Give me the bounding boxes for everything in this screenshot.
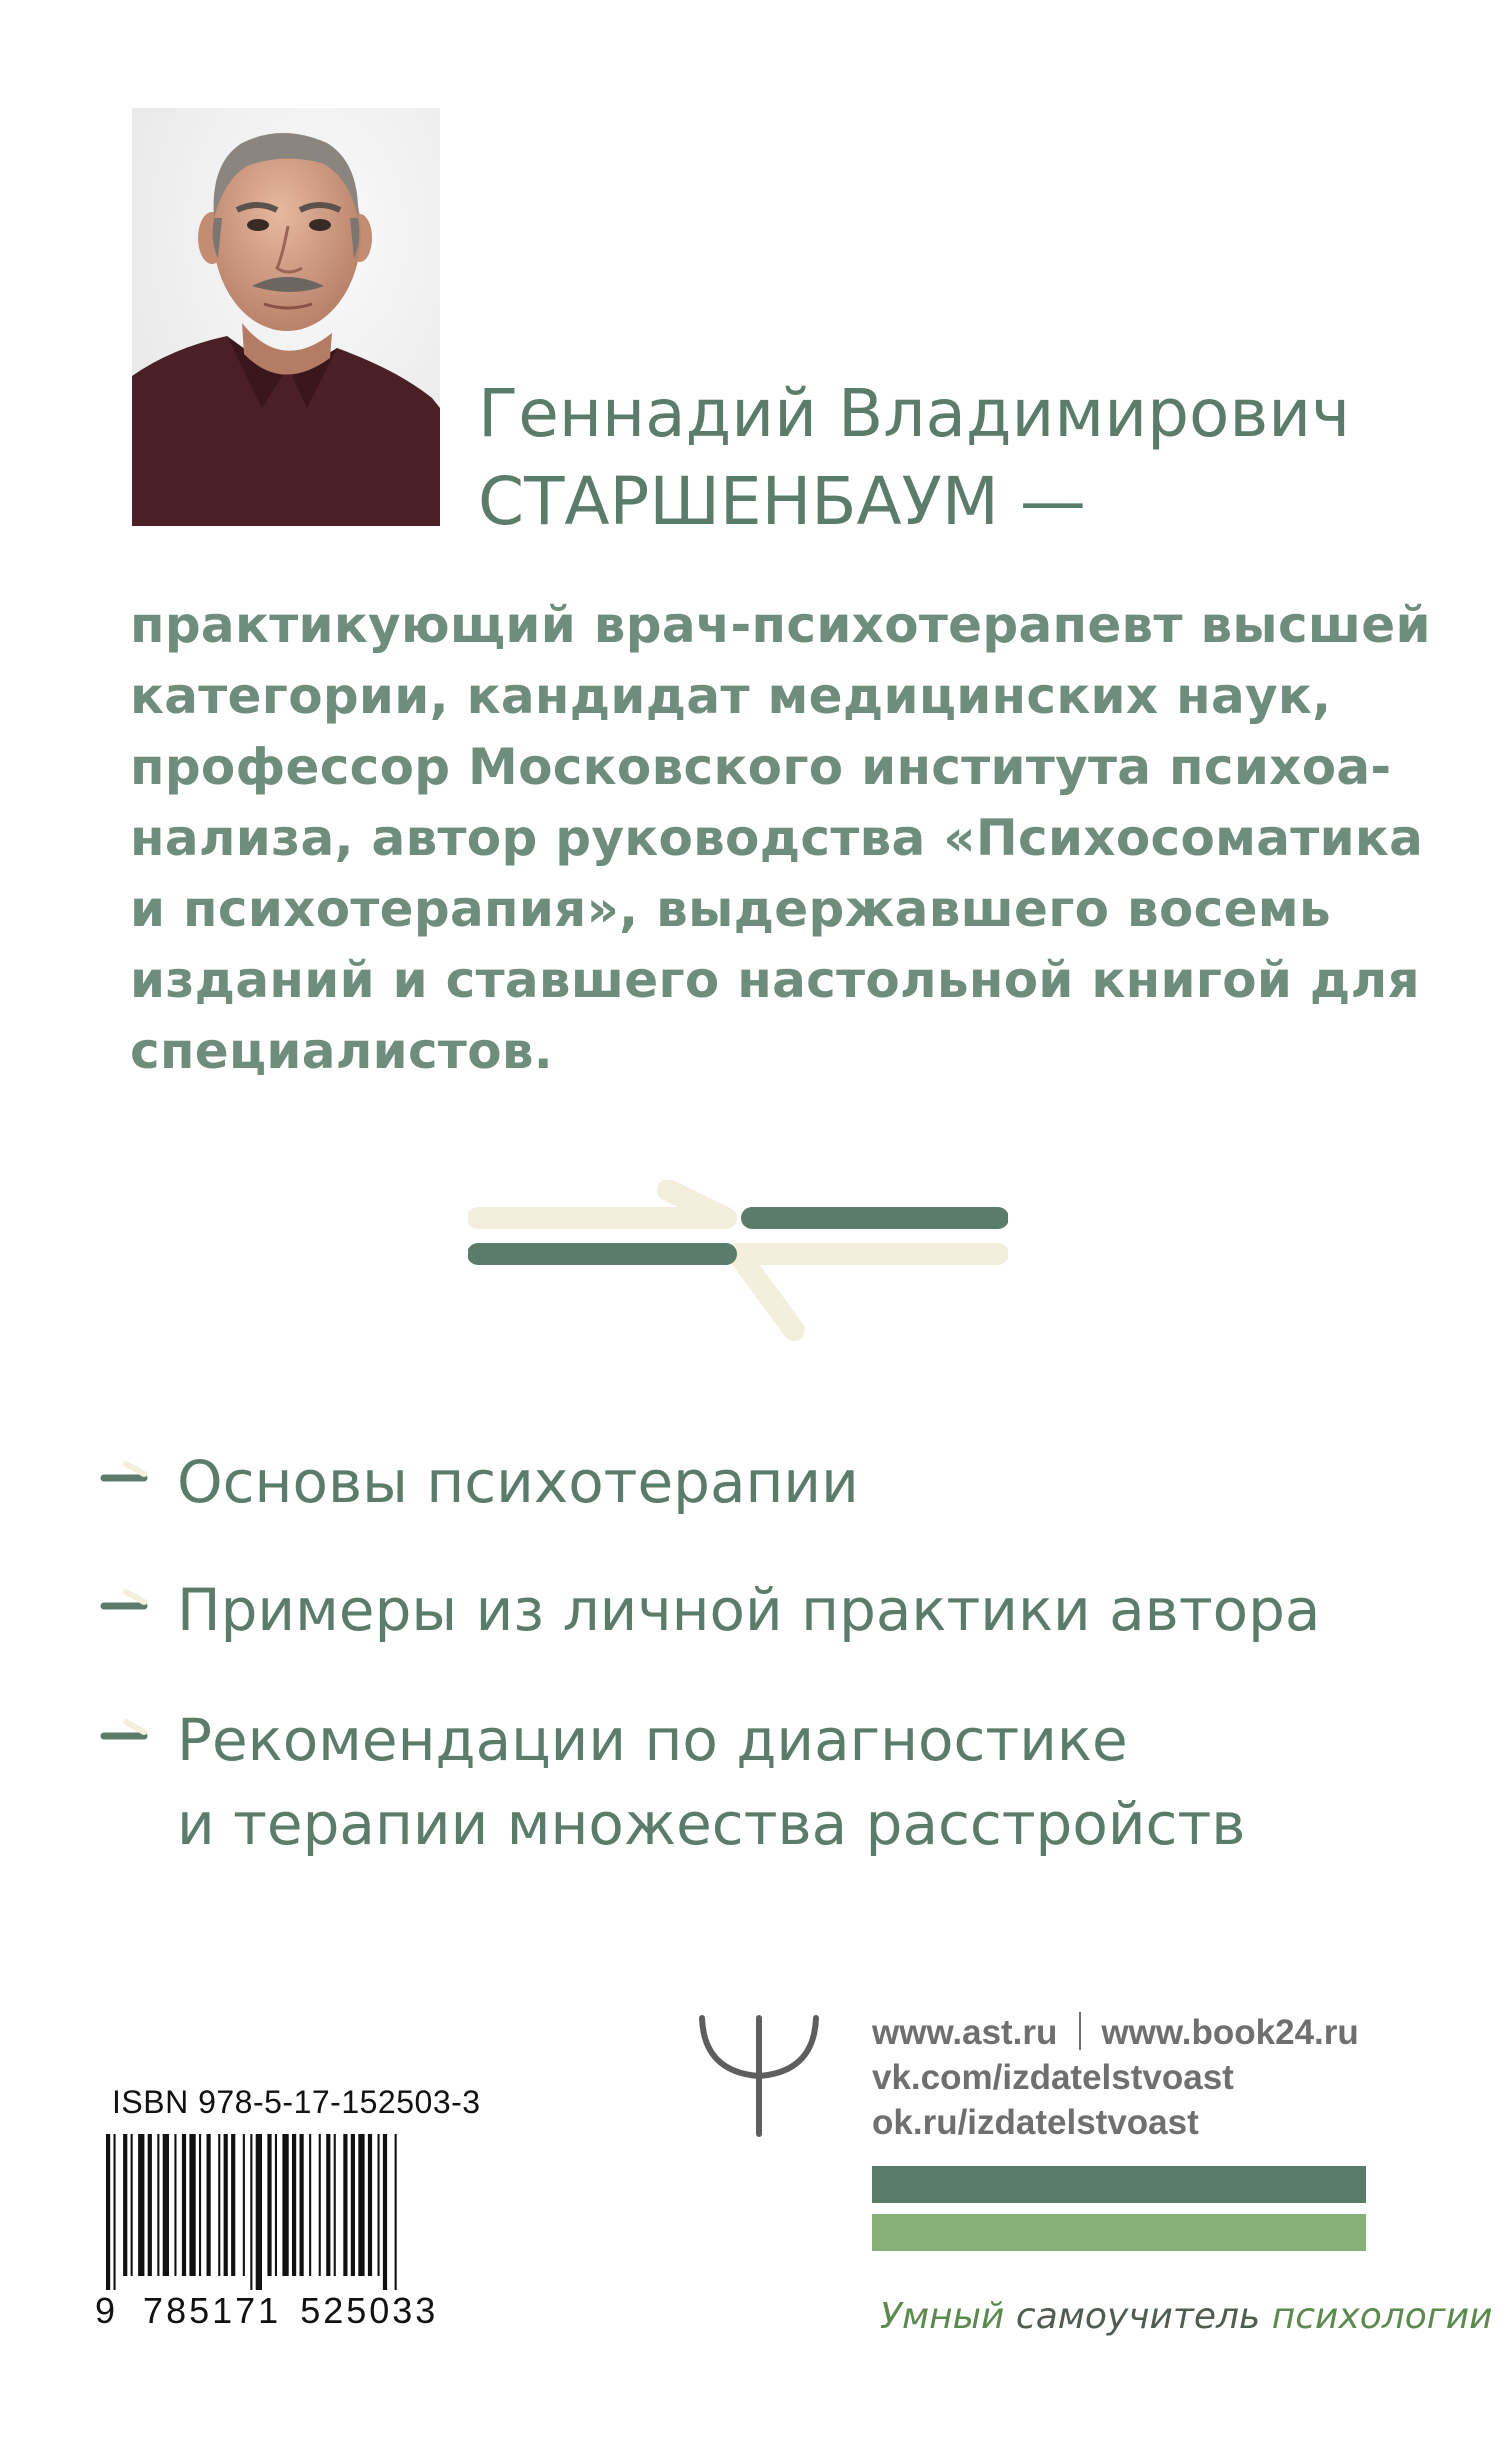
bio-line: и психотерапия», выдержавшего восемь — [130, 880, 1331, 938]
dash-arrow-icon — [100, 1440, 160, 1500]
series-name — [880, 2296, 1493, 2337]
barcode-bar — [174, 2134, 176, 2276]
bio-line: специалистов. — [130, 1022, 554, 1080]
barcode-bar — [250, 2134, 252, 2290]
bio-line: профессор Московского института психоа- — [130, 738, 1392, 796]
barcode-bar — [358, 2134, 364, 2276]
barcode-bar — [148, 2134, 152, 2276]
arrows-divider-icon — [468, 1180, 1008, 1350]
author-name-line1: Геннадий Владимирович — [478, 375, 1351, 452]
barcode-icon — [102, 2134, 432, 2290]
feature-text: Рекомендации по диагностике — [177, 1706, 1128, 1774]
barcode-bar — [309, 2134, 311, 2276]
link-ok[interactable]: ok.ru/izdatelstvoast — [872, 2103, 1199, 2142]
barcode-bar — [207, 2134, 211, 2276]
dash-arrow-icon — [100, 1698, 160, 1758]
bio-line: изданий и ставшего настольной книгой для — [130, 951, 1420, 1009]
barcode-bar — [275, 2134, 277, 2276]
barcode-number — [95, 2290, 438, 2332]
barcode-bar — [163, 2134, 169, 2276]
feature-text: Примеры из личной практики автора — [177, 1576, 1321, 1644]
bio-line: категории, кандидат медицинских наук, — [130, 667, 1332, 725]
barcode-bar — [218, 2134, 220, 2276]
barcode-bar — [334, 2134, 336, 2276]
barcode-bar — [256, 2134, 262, 2290]
barcode-bar — [383, 2134, 387, 2290]
barcode-bar — [131, 2134, 133, 2276]
barcode-bar — [106, 2134, 110, 2290]
author-name-line2: СТАРШЕНБАУМ — — [478, 463, 1086, 540]
feature-text: и терапии множества расстройств — [177, 1790, 1246, 1858]
series-word3: психологии — [1271, 2296, 1493, 2337]
author-name — [478, 370, 1350, 546]
barcode-bar — [300, 2134, 304, 2276]
barcode-bar — [123, 2134, 127, 2276]
isbn-label: ISBN 978-5-17-152503-3 — [112, 2084, 481, 2120]
barcode-bar — [182, 2134, 186, 2276]
publisher-links — [872, 2010, 1359, 2145]
barcode-bar — [395, 2134, 397, 2290]
barcode-bar — [224, 2134, 228, 2276]
barcode-bar — [319, 2134, 321, 2276]
barcode-bar — [243, 2134, 245, 2276]
link-book24[interactable]: www.book24.ru — [1101, 2013, 1359, 2052]
author-photo — [132, 108, 440, 526]
barcode-bar — [157, 2134, 159, 2276]
psi-logo-icon — [694, 2010, 824, 2140]
series-word2: самоучитель — [1015, 2296, 1261, 2337]
series-bar-light — [872, 2214, 1366, 2251]
bio-line: практикующий врач-психотерапевт высшей — [130, 596, 1431, 654]
author-bio — [130, 590, 1431, 1087]
barcode-bar — [343, 2134, 347, 2276]
barcode-bar — [292, 2134, 296, 2276]
barcode-bar — [326, 2134, 330, 2276]
barcode-bar — [114, 2134, 116, 2290]
link-separator — [1079, 2012, 1081, 2050]
barcode-digits-group2: 525033 — [300, 2290, 439, 2331]
barcode-bar — [351, 2134, 355, 2276]
barcode-bar — [138, 2134, 144, 2276]
barcode-bar — [231, 2134, 235, 2276]
bio-line: нализа, автор руководства «Психосоматика — [130, 809, 1424, 867]
barcode-bar — [368, 2134, 372, 2276]
barcode-bar — [378, 2134, 380, 2276]
barcode-bar — [199, 2134, 201, 2276]
barcode-bar — [189, 2134, 195, 2276]
link-vk[interactable]: vk.com/izdatelstvoast — [872, 2058, 1234, 2097]
barcode-digits-group1: 785171 — [143, 2290, 282, 2331]
dash-arrow-icon — [100, 1568, 160, 1628]
feature-text: Основы психотерапии — [177, 1448, 859, 1516]
series-bar-dark — [872, 2166, 1366, 2203]
barcode-bar — [282, 2134, 288, 2276]
barcode-bar — [267, 2134, 271, 2276]
barcode-digit-lead: 9 — [95, 2290, 119, 2331]
series-word1: Умный — [880, 2296, 1005, 2337]
link-ast[interactable]: www.ast.ru — [872, 2013, 1058, 2052]
